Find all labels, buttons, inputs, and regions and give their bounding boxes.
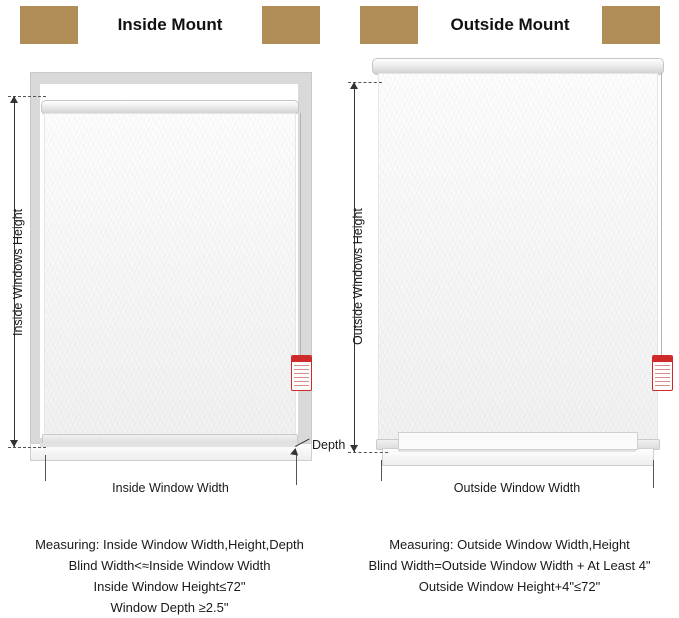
window-sill-shadow <box>40 443 298 447</box>
inside-caption-line-2: Blind Width<≈Inside Window Width <box>68 558 271 573</box>
warning-tag-icon <box>291 355 312 391</box>
banner-inside-mount <box>20 6 320 44</box>
window-apron <box>398 432 638 450</box>
pull-chain-icon <box>300 113 301 355</box>
inside-caption-line-3: Inside Window Height≤72" <box>93 579 246 594</box>
banner-inside-mount-title: Inside Mount <box>117 15 223 34</box>
outside-height-label: Outside Windows Height <box>351 208 365 345</box>
inside-caption-line-1: Measuring: Inside Window Width,Height,Depth <box>35 537 304 552</box>
outside-caption-line-1: Measuring: Outside Window Width,Height <box>389 537 630 552</box>
inside-width-label: Inside Window Width <box>45 481 296 495</box>
warning-tag-icon <box>652 355 673 391</box>
outside-caption-line-3: Outside Window Height+4"≤72" <box>418 579 601 594</box>
inside-width-guide-right <box>296 455 297 485</box>
inside-height-arrow-bottom <box>10 440 18 447</box>
inside-height-guide-bottom <box>8 447 46 448</box>
shade-fabric <box>378 73 658 443</box>
depth-label: Depth <box>312 438 346 452</box>
panel-outside-mount <box>340 0 679 617</box>
outside-height-arrow-top <box>350 82 358 89</box>
outside-width-label: Outside Window Width <box>381 481 653 495</box>
shade-fabric <box>44 113 296 438</box>
banner-outside-mount-title: Outside Mount <box>450 15 570 34</box>
inside-height-label: Inside Windows Height <box>11 208 25 336</box>
pull-chain-icon <box>661 73 662 355</box>
inside-mount-caption <box>0 534 339 618</box>
outside-height-guide-bottom <box>348 452 388 453</box>
inside-height-arrow-top <box>10 96 18 103</box>
outside-width-guide-right <box>653 460 654 488</box>
outside-mount-caption <box>340 534 679 597</box>
outside-caption-line-2: Blind Width=Outside Window Width + At Least 4" <box>368 558 651 573</box>
inside-caption-line-4: Window Depth ≥2.5" <box>110 600 229 615</box>
outside-height-arrow-bottom <box>350 445 358 452</box>
banner-outside-mount <box>360 6 660 44</box>
